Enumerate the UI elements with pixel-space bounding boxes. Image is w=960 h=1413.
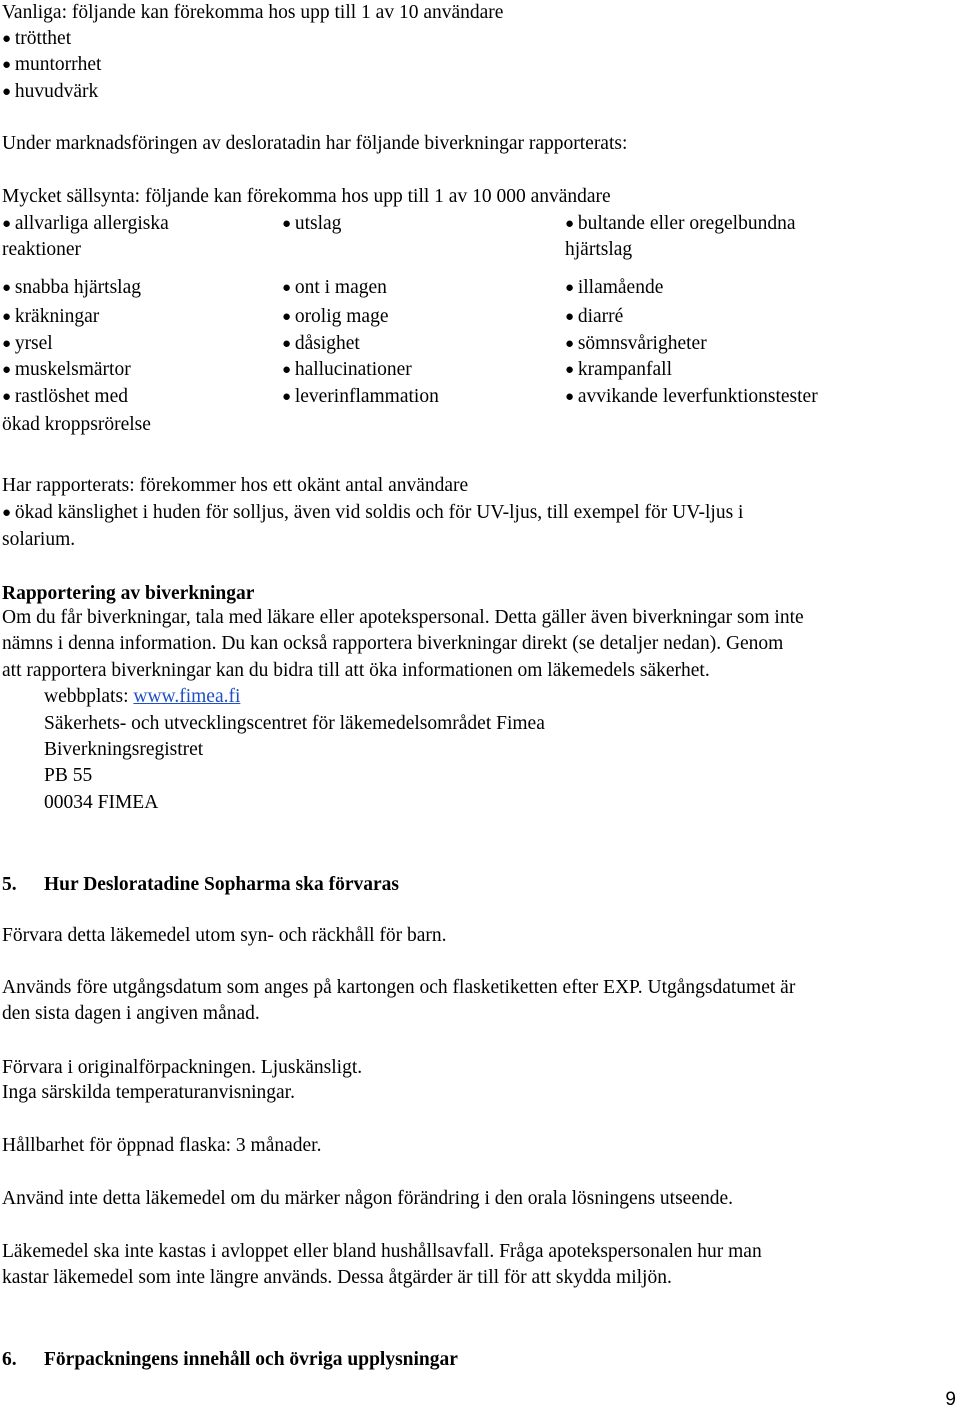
address-line: PB 55 [44,765,93,786]
website-label: webbplats: [44,686,134,707]
website-link[interactable]: www.fimea.fi [133,686,241,707]
address-line: Biverkningsregistret [44,739,204,760]
post-marketing-text: Under marknadsföringen av desloratadin har följande biverkningar rapporterats: [2,133,628,154]
table-cell: ● sömnsvårigheter [565,331,707,358]
paragraph-line: Inga särskilda temperaturanvisningar. [2,1082,295,1103]
section-5-heading [2,872,399,898]
table-cell: ● hallucinationer [282,357,412,384]
list-item: ● huvudvärk [2,79,98,106]
table-cell: ● krampanfall [565,357,672,384]
paragraph-line: Förvara i originalförpackningen. Ljuskänsligt. [2,1057,363,1078]
table-cell: ökad kroppsrörelse [2,414,151,435]
table-cell: ● diarré [565,304,623,331]
section-6-heading [2,1347,458,1373]
website-line [44,684,240,710]
table-cell: ● illamående [565,275,663,302]
section-number: 5. [2,874,17,895]
paragraph-line: Används före utgångsdatum som anges på kartongen och flasketiketten efter EXP. Utgångsdatumet är [2,977,796,998]
table-cell: ● avvikande leverfunktionstester [565,384,818,411]
paragraph-line: att rapportera biverkningar kan du bidra till att öka informationen om läkemedels säkerhet. [2,660,710,681]
table-cell: ● yrsel [2,331,53,358]
paragraph-line: Hållbarhet för öppnad flaska: 3 månader. [2,1135,322,1156]
table-cell: ● kräkningar [2,304,99,331]
list-item: ● ökad känslighet i huden för solljus, även vid soldis och för UV-ljus, till exempel för UV-ljus i [2,500,743,527]
table-cell: ● utslag [282,211,341,238]
table-cell: ● leverinflammation [282,384,439,411]
table-cell: ● ont i magen [282,275,387,302]
section-number: 6. [2,1349,17,1370]
reporting-title: Rapportering av biverkningar [2,583,255,604]
very-rare-heading: Mycket sällsynta: följande kan förekomma hos upp till 1 av 10 000 användare [2,186,611,207]
table-cell: ● orolig mage [282,304,389,331]
table-cell: ● muskelsmärtor [2,357,131,384]
table-cell: reaktioner [2,239,82,260]
page-number: 9 [945,1389,956,1410]
list-item: ● trötthet [2,26,71,53]
common-heading: Vanliga: följande kan förekomma hos upp till 1 av 10 användare [2,2,504,23]
list-item: ● muntorrhet [2,52,101,79]
paragraph-line: nämns i denna information. Du kan också rapportera biverkningar direkt (se detaljer nedan). Genom [2,633,784,654]
address-line: 00034 FIMEA [44,792,159,813]
section-title: Hur Desloratadine Sopharma ska förvaras [44,874,399,895]
table-cell: hjärtslag [565,239,633,260]
section-title: Förpackningens innehåll och övriga upplysningar [44,1349,458,1370]
paragraph-line: Använd inte detta läkemedel om du märker någon förändring i den orala lösningens utseende. [2,1188,734,1209]
paragraph-line: kastar läkemedel som inte längre används. Dessa åtgärder är till för att skydda miljön. [2,1267,672,1288]
address-line: Säkerhets- och utvecklingscentret för läkemedelsområdet Fimea [44,713,545,734]
unknown-heading: Har rapporterats: förekommer hos ett okänt antal användare [2,475,469,496]
list-item-continuation: solarium. [2,529,76,550]
table-cell: ● snabba hjärtslag [2,275,141,302]
paragraph-line: den sista dagen i angiven månad. [2,1003,260,1024]
paragraph-line: Om du får biverkningar, tala med läkare eller apotekspersonal. Detta gäller även biverkningar som inte [2,607,804,628]
table-cell: ● bultande eller oregelbundna [565,211,795,238]
table-cell: ● allvarliga allergiska [2,211,169,238]
paragraph-line: Förvara detta läkemedel utom syn- och räckhåll för barn. [2,925,447,946]
table-cell: ● dåsighet [282,331,360,358]
table-cell: ● rastlöshet med [2,384,128,411]
paragraph-line: Läkemedel ska inte kastas i avloppet eller bland hushållsavfall. Fråga apotekspersonalen hur man [2,1241,762,1262]
